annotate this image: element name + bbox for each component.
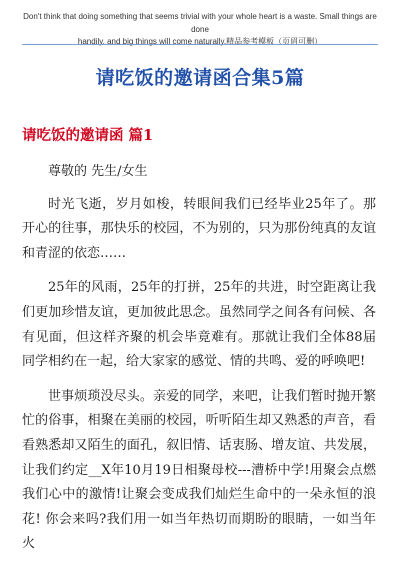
paragraph-1: 时光飞逝，岁月如梭，转眼间我们已经毕业25年了。那开心的往事，那快乐的校园，不为别的，只为那份纯真的友谊和青涩的依恋…… [22,196,376,261]
paragraph-3: 世事烦琐没尽头。亲爱的同学，来吧，让我们暂时抛开繁忙的俗事，相聚在美丽的校园，听听陌生却又熟悉的声音，看看熟悉却又陌生的面孔，叙旧情、话衷肠、增友谊、共发展，让我们约定__X年10月19日相聚母校---漕桥中学!用聚会点燃我们心中的激情!让聚会变成我们灿烂生命中的一朵永恒的浪花! 你会来吗?我们用一如当年热切而期盼的眼睛，一如当年火 [22,388,376,552]
letter-body [22,160,376,567]
header-divider [22,44,378,45]
document-title: 请吃饭的邀请函合集5篇 [95,67,305,89]
header-note-line-1: Don't think that doing something that seems trivial with your whole heart is a waste. Small things are done [23,12,377,34]
section-title: 请吃饭的邀请函 篇1 [22,127,154,144]
header-note-line-2: handily, and big things will come naturally.精品参考模板（页眉可删） [77,37,323,46]
page-header-note [22,11,378,49]
paragraph-2: 25年的风雨，25年的打拼，25年的共进，时空距离让我们更加珍惜友谊，更加彼此思念。虽然同学之间各有问候、各有见面，但这样齐聚的机会毕竟难有。那就让我们全体88届同学相约在一起，给大家家的感觉、情的共鸣、爱的呼唤吧! [22,280,376,370]
salutation: 尊敬的 先生/女生 [48,164,148,179]
